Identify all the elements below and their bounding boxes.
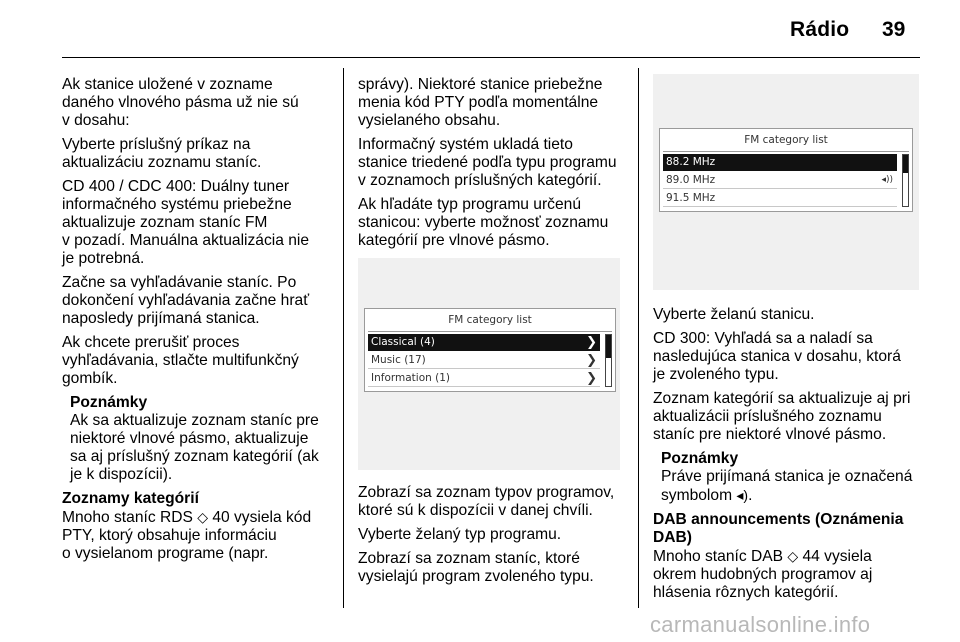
chevron-right-icon: ❯ bbox=[586, 335, 597, 350]
chevron-right-icon: ❯ bbox=[586, 353, 597, 368]
paragraph: CD 400 / CDC 400: Duálny tuner informačného systému priebežne aktualizuje zoznam staníc FM v pozadí. Manuálna aktualizácia nie je potrebná. bbox=[62, 178, 310, 267]
list-item: Classical (4) ❯ bbox=[368, 334, 600, 351]
paragraph: Vyberte želanú stanicu. bbox=[653, 306, 815, 323]
note-title: Poznámky bbox=[661, 450, 739, 467]
column-divider-2 bbox=[638, 68, 639, 608]
list-item: 91.5 MHz bbox=[663, 190, 897, 207]
page-reference-arrow-icon: ◇ bbox=[787, 548, 799, 564]
note-block bbox=[70, 394, 337, 484]
note-text: Práve prijímaná stanica je označená symbolom ◂). bbox=[661, 468, 913, 504]
paragraph: Mnoho staníc DAB ◇ 44 vysiela okrem hudobných programov aj hlásenia rôznych kategórií. bbox=[653, 548, 873, 601]
paragraph: Vyberte príslušný príkaz na aktualizáciu zoznamu staníc. bbox=[62, 136, 262, 171]
paragraph: Začne sa vyhľadávanie staníc. Po dokončení vyhľadávania začne hrať naposledy prijímaná stanica. bbox=[62, 274, 310, 327]
note-text: Ak sa aktualizuje zoznam staníc pre niektoré vlnové pásmo, aktualizuje sa aj príslušný zoznam kategórií (ak je k dispozícii). bbox=[70, 412, 319, 483]
paragraph: Zobrazí sa zoznam typov programov, ktoré sú k dispozícii v danej chvíli. bbox=[358, 484, 615, 519]
page-number: 39 bbox=[882, 18, 906, 41]
screen-title: FM category list bbox=[448, 314, 532, 326]
display-screen bbox=[364, 308, 616, 392]
page-title: Rádio bbox=[790, 18, 850, 41]
scrollbar-thumb bbox=[903, 155, 908, 173]
paragraph: Ak stanice uložené v zozname daného vlnového pásma už nie sú v dosahu: bbox=[62, 76, 299, 129]
section-heading: DAB announcements (Oznámenia DAB) bbox=[653, 511, 904, 546]
list-item: Music (17) ❯ bbox=[368, 352, 600, 369]
display-screen bbox=[659, 128, 913, 212]
page-reference-arrow-icon: ◇ bbox=[197, 509, 208, 525]
paragraph: Informačný systém ukladá tieto stanice triedené podľa typu programu v zoznamoch príslušných kategórií. bbox=[358, 136, 617, 189]
scrollbar bbox=[902, 154, 909, 207]
watermark: carmanualsonline.info bbox=[650, 612, 871, 637]
paragraph: CD 300: Vyhľadá sa a naladí sa nasledujúca stanica v dosahu, ktorá je zvoleného typu. bbox=[653, 330, 901, 383]
header-rule bbox=[62, 57, 920, 58]
column-1 bbox=[62, 76, 337, 569]
paragraph: Ak chcete prerušiť proces vyhľadávania, stlačte multifunkčný gombík. bbox=[62, 334, 299, 387]
list-item: 88.2 MHz bbox=[663, 154, 897, 171]
screen-divider bbox=[368, 331, 612, 332]
note-title: Poznámky bbox=[70, 394, 148, 411]
paragraph: Ak hľadáte typ programu určenú stanicou: vyberte možnosť zoznamu kategórií pre vlnové pásmo. bbox=[358, 196, 609, 249]
screen-title: FM category list bbox=[744, 134, 828, 146]
list-item: Information (1) ❯ bbox=[368, 370, 600, 387]
paragraph: správy). Niektoré stanice priebežne menia kód PTY podľa momentálne vysielaného obsahu. bbox=[358, 76, 603, 129]
screen-divider bbox=[663, 151, 909, 152]
list-item: 89.0 MHz ◂)) bbox=[663, 172, 897, 189]
section-heading: Zoznamy kategórií bbox=[62, 490, 199, 507]
column-divider-1 bbox=[343, 68, 344, 608]
chevron-right-icon: ❯ bbox=[586, 371, 597, 386]
speaker-icon: ◂) bbox=[736, 487, 749, 503]
paragraph: Mnoho staníc RDS ◇ 40 vysiela kód PTY, ktorý obsahuje informáciu o vysielanom programe (napr. bbox=[62, 509, 312, 562]
column-3 bbox=[653, 306, 928, 608]
station-list-screenshot bbox=[653, 74, 919, 290]
scrollbar bbox=[605, 334, 612, 387]
note-block bbox=[661, 450, 928, 505]
category-list-screenshot bbox=[358, 258, 620, 470]
paragraph: Vyberte želaný typ programu. bbox=[358, 526, 562, 543]
speaker-icon: ◂)) bbox=[881, 175, 893, 185]
paragraph: Zobrazí sa zoznam staníc, ktoré vysielajú program zvoleného typu. bbox=[358, 550, 594, 585]
column-2 bbox=[358, 76, 633, 256]
paragraph: Zoznam kategórií sa aktualizuje aj pri aktualizácii príslušného zoznamu staníc pre niektoré vlnové pásmo. bbox=[653, 390, 911, 443]
scrollbar-thumb bbox=[606, 335, 611, 358]
column-2-lower bbox=[358, 484, 633, 592]
